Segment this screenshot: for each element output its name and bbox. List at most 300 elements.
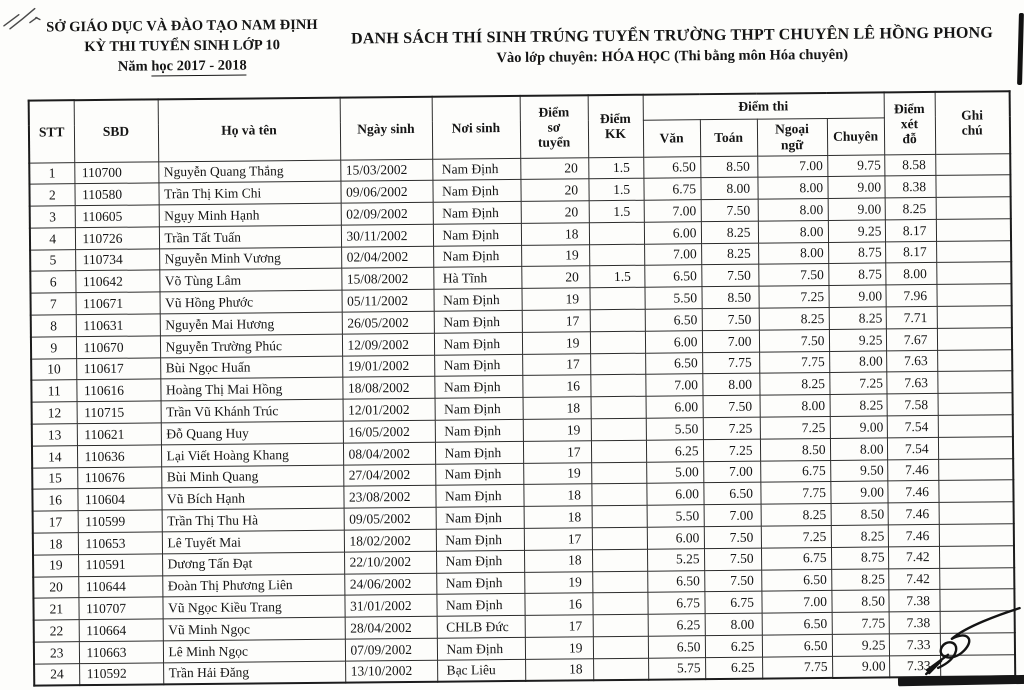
cell-van: 7.00 [644,200,701,222]
cell-chuyen: 9.00 [830,416,887,438]
cell-xd: 7.42 [888,546,939,568]
cell-nn: 6.75 [760,460,830,482]
cell-sbd: 110715 [77,401,161,424]
cell-nn: 6.50 [762,634,832,656]
cell-stt: 14 [32,446,77,468]
cell-st: 20 [521,266,589,288]
cell-nn: 7.25 [761,525,831,547]
cell-gc [938,458,1013,481]
cell-pob: Nam Định [434,332,522,355]
cell-st: 20 [520,157,588,179]
cell-dob: 09/05/2002 [344,507,436,530]
cell-sbd: 110700 [74,161,158,184]
cell-st: 19 [521,288,589,310]
cell-kk: 1.5 [588,157,643,179]
cell-van: 5.50 [647,505,704,527]
cell-kk [592,549,647,571]
cell-dob: 18/08/2002 [342,377,434,400]
cell-gc [937,328,1012,351]
cell-toan: 7.50 [701,265,758,287]
cell-pob: Nam Định [435,398,523,421]
cell-van: 6.00 [647,527,704,549]
cell-name: Ngụy Minh Hạnh [159,203,341,227]
cell-st: 17 [525,615,593,637]
cell-chuyen: 9.00 [832,656,889,678]
cell-van: 6.25 [648,614,705,636]
cell-stt: 21 [33,598,78,620]
cell-xd: 7.46 [887,459,938,481]
document-header-left [25,15,340,78]
cell-dob: 19/01/2002 [342,355,434,378]
cell-toan: 6.25 [705,657,762,679]
cell-chuyen: 9.25 [832,634,889,656]
results-tbody [29,153,1015,686]
cell-dob: 08/04/2002 [343,442,435,465]
cell-stt: 15 [32,467,77,489]
table-header [29,91,1011,162]
cell-toan: 7.50 [704,570,761,592]
cell-van: 7.00 [644,243,701,265]
cell-nn: 6.50 [761,569,831,591]
cell-st: 18 [525,659,593,681]
cell-st: 19 [524,571,592,593]
cell-van: 6.50 [645,309,702,331]
col-dob: Ngày sinh [340,97,433,160]
cell-sbd: 110664 [79,619,163,642]
cell-chuyen: 9.25 [828,220,885,242]
cell-stt: 24 [34,663,79,685]
cell-st: 19 [525,637,593,659]
cell-kk [593,636,648,658]
cell-toan: 7.50 [701,199,758,221]
cell-st: 20 [520,179,588,201]
cell-kk [591,484,646,506]
cell-stt: 18 [33,533,78,555]
cell-xd: 7.38 [888,590,939,612]
cell-van: 6.50 [647,570,704,592]
cell-stt: 3 [30,206,75,228]
admitted-students-table [28,90,1017,687]
cell-stt: 6 [30,271,75,293]
cell-st: 19 [521,244,589,266]
cell-toan: 8.50 [701,286,758,308]
cell-nn: 8.00 [760,395,830,417]
cell-st: 19 [522,332,590,354]
col-pob: Nơi sinh [432,96,521,159]
cell-nn: 8.25 [759,308,829,330]
cell-toan: 8.25 [701,243,758,265]
cell-xd: 8.38 [884,176,935,198]
cell-dob: 24/06/2002 [344,573,436,596]
cell-van: 6.75 [647,592,704,614]
cell-nn: 8.00 [758,242,828,264]
cell-chuyen: 7.75 [832,612,889,634]
cell-stt: 22 [34,620,79,642]
cell-gc [938,393,1013,416]
cell-dob: 02/04/2002 [341,246,433,269]
cell-dob: 16/05/2002 [343,420,435,443]
cell-name: Trần Tất Tuấn [159,225,341,249]
cell-chuyen: 8.75 [828,242,885,264]
cell-xd: 7.54 [887,437,938,459]
cell-toan: 7.50 [702,308,759,330]
cell-dob: 23/08/2002 [343,486,435,509]
cell-nn: 8.00 [758,199,828,221]
cell-stt: 4 [30,228,75,250]
cell-chuyen: 9.25 [829,329,886,351]
cell-nn: 8.00 [758,220,828,242]
cell-xd: 7.46 [888,524,939,546]
cell-dob: 02/09/2002 [341,202,433,225]
cell-pob: Nam Định [432,158,520,181]
cell-nn: 7.50 [759,329,829,351]
cell-sbd: 110616 [76,379,160,402]
cell-van: 6.00 [645,331,702,353]
cell-van: 5.25 [647,549,704,571]
cell-name: Nguyễn Mai Hương [160,312,342,336]
cell-name: Trần Thị Kim Chi [158,181,340,205]
cell-sbd: 110676 [77,467,161,490]
cell-dob: 15/08/2002 [341,268,433,291]
cell-toan: 7.25 [703,439,760,461]
cell-nn: 7.00 [761,591,831,613]
cell-stt: 12 [32,402,77,424]
cell-gc [939,524,1014,547]
cell-van: 6.00 [646,483,703,505]
col-toan: Toán [700,119,757,157]
cell-name: Bùi Minh Quang [161,465,343,489]
cell-kk [592,505,647,527]
cell-xd: 7.46 [887,481,938,503]
cell-st: 20 [521,201,589,223]
cell-xd: 7.96 [885,285,936,307]
cell-toan: 7.50 [704,548,761,570]
cell-nn: 7.75 [760,482,830,504]
cell-dob: 22/10/2002 [344,551,436,574]
cell-sbd: 110734 [75,249,159,272]
cell-nn: 7.00 [757,155,827,177]
cell-gc [935,153,1010,176]
cell-gc [936,197,1011,220]
col-van: Văn [643,119,700,157]
cell-stt: 5 [30,249,75,271]
cell-toan: 8.00 [705,613,762,635]
cell-sbd: 110591 [78,554,162,577]
cell-kk [591,462,646,484]
cell-sbd: 110580 [74,183,158,206]
cell-toan: 6.75 [704,592,761,614]
cell-chuyen: 8.25 [829,307,886,329]
cell-kk [593,614,648,636]
cell-stt: 9 [31,337,76,359]
cell-pob: Nam Định [435,419,523,442]
cell-stt: 8 [31,315,76,337]
cell-stt: 20 [33,576,78,598]
cell-stt: 17 [33,511,78,533]
cell-pob: Nam Định [437,637,525,660]
cell-nn: 6.75 [761,547,831,569]
cell-van: 6.50 [648,636,705,658]
cell-sbd: 110636 [77,445,161,468]
cell-sbd: 110644 [78,576,162,599]
cell-van: 5.50 [646,418,703,440]
cell-toan: 7.00 [702,330,759,352]
cell-nn: 8.25 [759,373,829,395]
cell-sbd: 110592 [79,663,163,686]
cell-xd: 8.25 [885,198,936,220]
cell-name: Võ Tùng Lâm [159,269,341,293]
cell-toan: 7.00 [704,504,761,526]
cell-sbd: 110621 [77,423,161,446]
cell-nn: 8.25 [761,504,831,526]
cell-chuyen: 8.50 [831,503,888,525]
agency-name: SỞ GIÁO DỤC VÀ ĐÀO TẠO NAM ĐỊNH [46,16,318,36]
signature-icon [906,601,1024,680]
cell-gc [938,480,1013,503]
cell-chuyen: 9.00 [828,285,885,307]
cell-nn: 8.50 [760,438,830,460]
col-group-diem-thi: Điểm thi [643,92,884,119]
cell-gc [938,415,1013,438]
cell-dob: 07/09/2002 [345,638,437,661]
list-title: DANH SÁCH THÍ SINH TRÚNG TUYỂN TRƯỜNG THPT CHUYÊN LÊ HỒNG PHONG [351,24,994,48]
cell-st: 17 [523,441,591,463]
cell-sbd: 110604 [77,488,161,511]
cell-kk [589,288,644,310]
cell-nn: 8.00 [757,177,827,199]
cell-kk [589,244,644,266]
cell-stt: 7 [31,293,76,315]
cell-pob: Nam Định [436,528,524,551]
cell-name: Trần Vũ Khánh Trúc [161,399,343,423]
cell-name: Đoàn Thị Phương Liên [162,574,344,598]
cell-pob: Nam Định [434,376,522,399]
cell-xd: 7.58 [887,394,938,416]
cell-sbd: 110631 [76,314,160,337]
cell-st: 17 [522,310,590,332]
cell-kk [590,353,645,375]
cell-pob: Nam Định [436,507,524,530]
cell-toan: 7.50 [703,395,760,417]
cell-chuyen: 9.00 [828,198,885,220]
cell-kk [590,375,645,397]
cell-gc [937,306,1012,329]
cell-dob: 12/09/2002 [342,333,434,356]
cell-chuyen: 8.25 [830,394,887,416]
cell-sbd: 110642 [75,270,159,293]
cell-toan: 7.50 [704,526,761,548]
cell-kk [591,418,646,440]
cell-xd: 7.42 [888,568,939,590]
cell-st: 17 [524,528,592,550]
col-stt: STT [29,100,75,162]
cell-xd: 8.00 [885,263,936,285]
cell-dob: 31/01/2002 [344,595,436,618]
cell-chuyen: 9.75 [827,154,884,176]
cell-kk [592,527,647,549]
col-name: Họ và tên [158,98,341,162]
cell-sbd: 110726 [75,227,159,250]
cell-dob: 30/11/2002 [341,224,433,247]
cell-chuyen: 8.25 [831,569,888,591]
cell-kk: 1.5 [588,179,643,201]
cell-van: 6.00 [644,222,701,244]
cell-xd: 7.63 [886,350,937,372]
cell-pob: Nam Định [434,354,522,377]
cell-chuyen: 9.50 [830,460,887,482]
cell-van: 7.00 [645,374,702,396]
cell-st: 19 [523,419,591,441]
cell-gc [935,175,1010,198]
cell-st: 18 [523,484,591,506]
cell-name: Lại Viết Hoàng Khang [161,443,343,467]
cell-stt: 1 [29,162,74,184]
cell-sbd: 110663 [79,641,163,664]
cell-name: Vũ Bích Hạnh [161,487,343,511]
cell-name: Trần Hải Đăng [163,661,345,685]
document-header-right [335,22,1009,70]
cell-pob: Nam Định [433,289,521,312]
col-sbd: SBD [74,99,159,162]
col-kk: Điểm KK [588,95,644,158]
cell-sbd: 110653 [78,532,162,555]
cell-pob: Bạc Liêu [437,659,525,682]
cell-xd: 7.33 [889,633,940,655]
cell-van: 5.00 [646,461,703,483]
col-chuyen: Chuyên [827,117,884,155]
cell-stt: 2 [29,184,74,206]
cell-chuyen: 8.75 [831,547,888,569]
cell-chuyen: 8.75 [828,263,885,285]
cell-stt: 11 [31,380,76,402]
cell-chuyen: 9.00 [827,176,884,198]
exam-name: KỲ THI TUYỂN SINH LỚP 10 [84,37,281,56]
cell-gc [936,262,1011,285]
cell-van: 6.50 [645,352,702,374]
cell-pob: Nam Định [436,594,524,617]
cell-toan: 7.25 [703,417,760,439]
cell-stt: 23 [34,642,79,664]
cell-pob: Nam Định [432,180,520,203]
cell-st: 16 [522,375,590,397]
cell-xd: 8.58 [884,154,935,176]
cell-xd: 7.38 [889,612,940,634]
cell-van: 6.50 [643,156,700,178]
cell-gc [936,219,1011,242]
cell-name: Vũ Minh Ngọc [163,617,345,641]
cell-name: Vũ Ngọc Kiều Trang [162,596,344,620]
cell-dob: 13/10/2002 [345,660,437,683]
cell-pob: Hà Tĩnh [433,267,521,290]
scan-edge-artifact [1017,13,1024,85]
cell-van: 5.75 [648,657,705,679]
cell-gc [939,546,1014,569]
cell-chuyen: 8.00 [829,351,886,373]
cell-kk [591,396,646,418]
cell-stt: 16 [32,489,77,511]
cell-sbd: 110605 [75,205,159,228]
cell-xd: 7.46 [888,503,939,525]
cell-pob: Nam Định [433,223,521,246]
cell-name: Nguyễn Trường Phúc [160,334,342,358]
cell-nn: 7.75 [762,656,832,678]
cell-kk [592,571,647,593]
cell-chuyen: 8.50 [831,590,888,612]
school-year: Năm học 2017 - 2018 [117,57,247,75]
cell-name: Dương Tấn Đạt [162,552,344,576]
cell-pob: Nam Định [433,202,521,225]
cell-sbd: 110670 [76,336,160,359]
cell-van: 6.00 [646,396,703,418]
cell-pob: Nam Định [435,463,523,486]
cell-van: 5.50 [644,287,701,309]
cell-st: 19 [523,462,591,484]
cell-gc [937,371,1012,394]
col-xet-do: Điểm xét đỗ [884,92,936,154]
cell-dob: 18/02/2002 [344,529,436,552]
cell-name: Nguyễn Quang Thắng [158,160,340,184]
cell-gc [936,240,1011,263]
cell-sbd: 110707 [78,597,162,620]
cell-name: Vũ Hồng Phước [160,290,342,314]
cell-chuyen: 8.25 [831,525,888,547]
cell-toan: 7.75 [702,352,759,374]
cell-name: Đỗ Quang Huy [161,421,343,445]
cell-nn: 7.25 [758,286,828,308]
cell-toan: 8.25 [701,221,758,243]
cell-dob: 28/04/2002 [345,616,437,639]
cell-kk [590,331,645,353]
cell-name: Lê Minh Ngọc [163,639,345,663]
cell-pob: Nam Định [434,310,522,333]
cell-sbd: 110617 [76,358,160,381]
cell-st: 18 [524,506,592,528]
cell-kk: 1.5 [589,266,644,288]
cell-pob: Nam Định [433,245,521,268]
cell-toan: 6.50 [703,483,760,505]
cell-toan: 8.50 [700,156,757,178]
cell-st: 18 [524,550,592,572]
cell-name: Hoàng Thị Mai Hồng [160,378,342,402]
cell-name: Nguyễn Minh Vương [159,247,341,271]
cell-name: Trần Thị Thu Hà [162,508,344,532]
cell-st: 18 [521,223,589,245]
cell-kk [593,658,648,680]
cell-van: 6.25 [646,440,703,462]
cell-gc [939,567,1014,590]
cell-sbd: 110599 [78,510,162,533]
cell-gc [939,502,1014,525]
cell-xd: 7.63 [886,372,937,394]
cell-gc [936,284,1011,307]
cell-st: 18 [523,397,591,419]
cell-pob: Nam Định [435,485,523,508]
cell-van: 6.50 [644,265,701,287]
cell-gc [937,349,1012,372]
cell-dob: 26/05/2002 [342,311,434,334]
cell-name: Bùi Ngọc Huấn [160,356,342,380]
cell-xd: 8.17 [885,241,936,263]
cell-xd: 7.71 [886,306,937,328]
cell-nn: 7.75 [759,351,829,373]
cell-chuyen: 9.00 [830,481,887,503]
cell-stt: 19 [33,555,78,577]
cell-nn: 7.25 [760,417,830,439]
cell-pob: Nam Định [435,441,523,464]
cell-xd: 7.67 [886,328,937,350]
cell-dob: 09/06/2002 [340,181,432,204]
cell-xd: 7.33 [889,655,940,677]
